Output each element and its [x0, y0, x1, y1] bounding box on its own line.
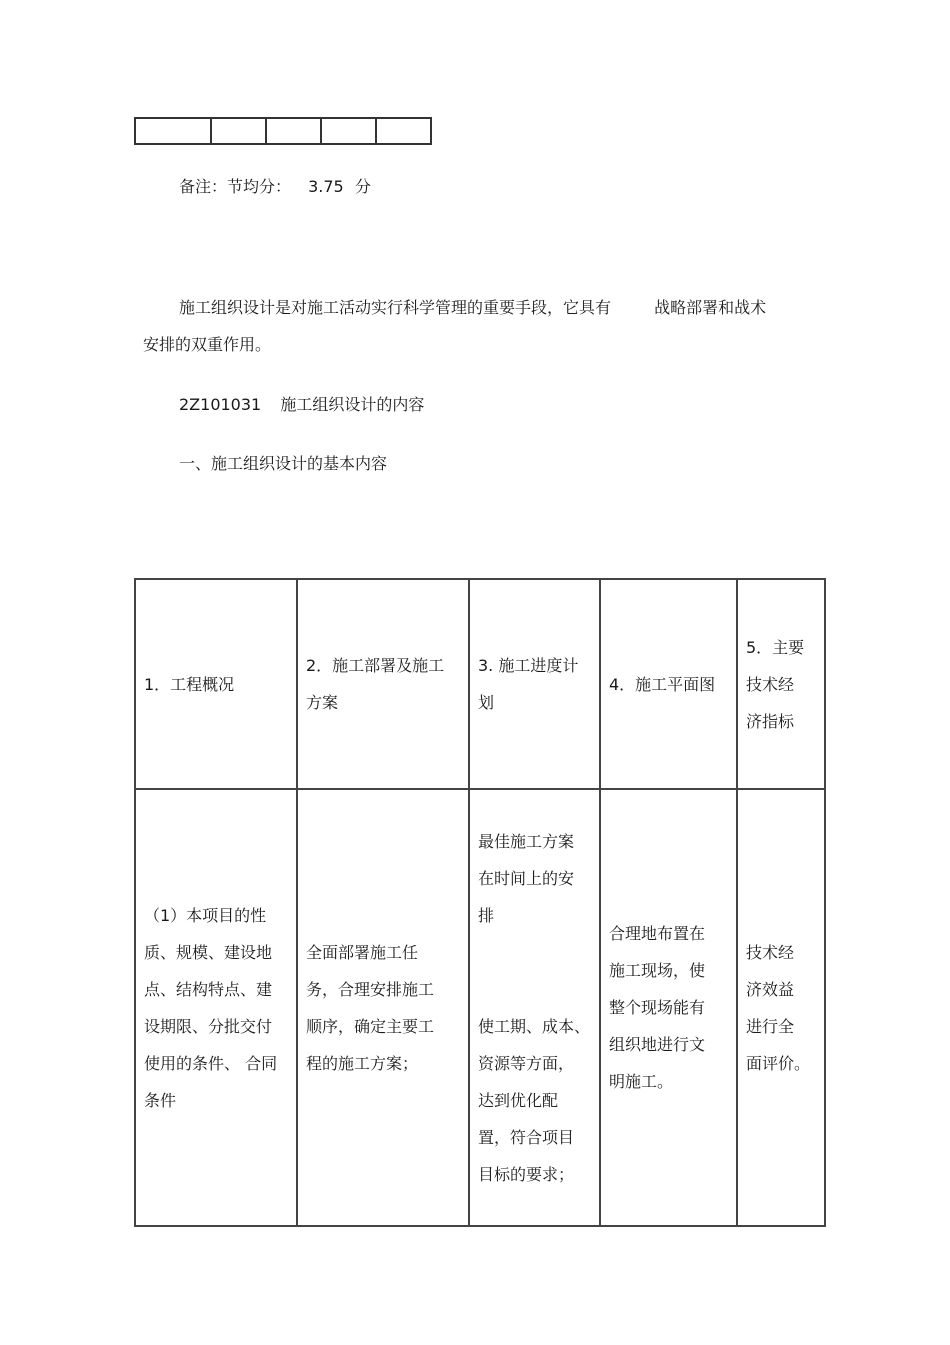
empty-score-table [134, 117, 432, 145]
header-cell-5: 5．主要 技术经 济指标 [737, 579, 825, 789]
header-cell-2: 2．施工部署及施工 方案 [297, 579, 469, 789]
note-line [179, 176, 371, 198]
note-score: 3.75 [308, 177, 344, 196]
paragraph-line-1 [179, 297, 766, 319]
cell-schedule: 最佳施工方案 在时间上的安 排 使工期、成本、 资源等方面， 达到优化配 置，符合项目 目标的要求； [469, 789, 600, 1226]
header-cell-1: 1．工程概况 [135, 579, 297, 789]
paragraph-text-b: 战略部署和战术 [654, 298, 767, 317]
section-code: 2Z101031 [179, 395, 262, 414]
cell-deployment-plan: 全面部署施工任 务，合理安排施工 顺序，确定主要工 程的施工方案； [297, 789, 469, 1226]
paragraph-text-a: 施工组织设计是对施工活动实行科学管理的重要手段，它具有 [179, 298, 612, 317]
content-table [134, 578, 826, 1227]
empty-cell [321, 118, 376, 144]
cell-site-layout: 合理地布置在 施工现场，使 整个现场能有 组织地进行文 明施工。 [600, 789, 737, 1226]
cell-project-overview: （1）本项目的性 质、规模、建设地 点、结构特点、建 设期限、分批交付 使用的条件、 合同 条件 [135, 789, 297, 1226]
section-heading [179, 394, 424, 416]
empty-cell [376, 118, 431, 144]
note-label: 备注：节均分： [179, 177, 292, 196]
header-cell-4: 4．施工平面图 [600, 579, 737, 789]
paragraph-line-2: 安排的双重作用。 [143, 335, 272, 354]
table-row [135, 789, 825, 1226]
section-title: 施工组织设计的内容 [280, 395, 425, 414]
empty-cell [135, 118, 211, 144]
table-header-row [135, 579, 825, 789]
header-cell-3: 3. 施工进度计 划 [469, 579, 600, 789]
empty-cell [266, 118, 321, 144]
note-unit: 分 [354, 177, 371, 196]
subheading: 一、施工组织设计的基本内容 [179, 454, 388, 473]
empty-cell [211, 118, 266, 144]
cell-indicators: 技术经 济效益 进行全 面评价。 [737, 789, 825, 1226]
